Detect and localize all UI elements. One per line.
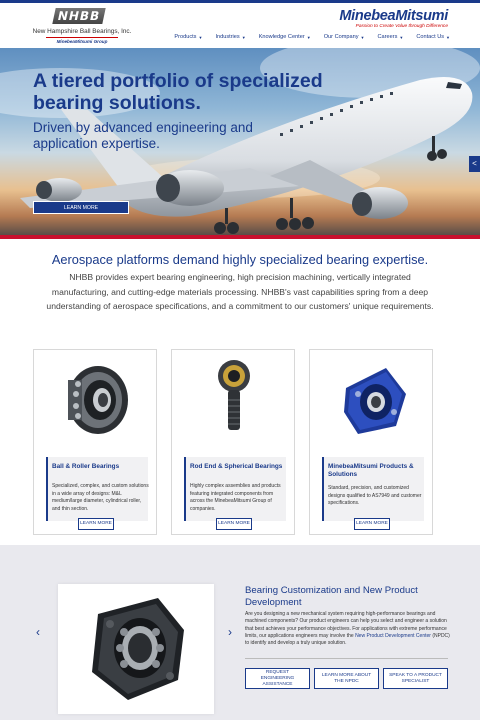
- body-text: Are you designing a new mechanical system requiring high-performance bearings and machined components? Our product engineers can help you select and engineer a solution that best achieves your performance objectives. For applications with extreme performance limits, our applications engineers may involve the: [245, 611, 447, 639]
- group-line: MinebeaMitsumi Group: [46, 37, 118, 44]
- main-nav: [174, 34, 450, 40]
- section-divider: [245, 658, 448, 659]
- card-info-panel: [46, 457, 148, 521]
- nhbb-logo-mark: NHBB: [52, 8, 105, 24]
- chevron-down-icon: ▼: [306, 34, 311, 40]
- brand-tagline: Passion to Create Value through Difference: [355, 24, 448, 29]
- card-description: Specialized, complex, and custom solutions in a wide array of designs: M&L medium/large diameter, cylindrical roller, and thin section.: [52, 483, 149, 512]
- card-info-panel: [322, 457, 424, 521]
- request-engineering-assistance-button[interactable]: REQUEST ENGINEERING ASSISTANCE: [245, 668, 310, 689]
- company-name: New Hampshire Ball Bearings, Inc.: [32, 28, 132, 35]
- learn-more-npdc-button[interactable]: LEARN MORE ABOUT THE NPDC: [314, 668, 379, 689]
- nav-industries[interactable]: [215, 34, 245, 40]
- nav-label: Industries: [215, 34, 240, 40]
- header-top-line: [0, 0, 480, 3]
- card-learn-more-button[interactable]: LEARN MORE: [216, 518, 252, 530]
- chevron-down-icon: ▼: [360, 34, 365, 40]
- hero-subtitle: Driven by advanced engineering and application expertise.: [33, 120, 253, 151]
- nav-careers[interactable]: [377, 34, 403, 40]
- body-text: (NPDC) to identify and develop a truly unique solution.: [245, 632, 450, 647]
- chevron-down-icon: ▼: [399, 34, 404, 40]
- nav-label: Our Company: [323, 34, 359, 40]
- card-minebeamitsumi-products[interactable]: [309, 349, 433, 535]
- hero-title: A tiered portfolio of specialized bearing solutions.: [33, 70, 323, 114]
- card-description: Highly complex assemblies and products featuring integrated components from across the MinebeaMitsumi Group of companies.: [190, 483, 281, 512]
- carousel-prev-arrow[interactable]: ‹: [36, 625, 40, 639]
- minebeamitsumi-logo[interactable]: MinebeaMitsumi: [339, 8, 448, 24]
- card-learn-more-button[interactable]: LEARN MORE: [354, 518, 390, 530]
- site-header: [0, 0, 480, 48]
- nav-products[interactable]: [174, 34, 202, 40]
- nav-label: Knowledge Center: [258, 34, 305, 40]
- customization-body: [245, 611, 450, 647]
- card-title[interactable]: Ball & Roller Bearings: [52, 463, 120, 470]
- nav-our-company[interactable]: [324, 34, 365, 40]
- card-ball-roller-bearings[interactable]: [33, 349, 157, 535]
- side-tab-toggle[interactable]: <: [469, 156, 480, 172]
- speak-to-specialist-button[interactable]: SPEAK TO A PRODUCT SPECIALIST: [383, 668, 448, 689]
- hero-bottom-stripe: [0, 235, 480, 239]
- nav-label: Careers: [377, 34, 398, 40]
- nhbb-logo[interactable]: [32, 8, 132, 44]
- bearing-housing-image: [58, 584, 214, 714]
- nav-knowledge-center[interactable]: [259, 34, 311, 40]
- card-info-panel: [184, 457, 286, 521]
- rod-end-bearing-image: [172, 350, 296, 450]
- intro-body: NHBB provides expert bearing engineering, high precision machining, vertically integrated manufacturing, and cutting-edge materials processing. NHBB's vast capabilities spring from a deep understanding of aerospace specifications, and a commitment to our customers' unique requirements.: [46, 272, 434, 311]
- housing-bearing-image: [310, 350, 434, 450]
- carousel-image: [58, 584, 214, 714]
- intro-title: Aerospace platforms demand highly specialized bearing expertise.: [51, 252, 429, 267]
- npdc-link[interactable]: New Product Development Center: [355, 632, 431, 639]
- customization-section: [0, 545, 480, 720]
- carousel-next-arrow[interactable]: ›: [228, 625, 232, 639]
- chevron-down-icon: ▼: [446, 34, 450, 40]
- card-learn-more-button[interactable]: LEARN MORE: [78, 518, 114, 530]
- nav-contact-us[interactable]: [416, 34, 450, 40]
- hero-learn-more-button[interactable]: LEARN MORE: [33, 201, 129, 214]
- card-title[interactable]: Rod End & Spherical Bearings: [190, 463, 283, 470]
- customization-title: Bearing Customization and New Product Development: [245, 585, 418, 608]
- card-title[interactable]: MinebeaMitsumi Products & Solutions: [328, 463, 414, 478]
- card-rod-end-spherical[interactable]: [171, 349, 295, 535]
- chevron-down-icon: ▼: [198, 34, 203, 40]
- card-description: Standard, precision, and customized designs qualified to AS7949 and customer specifications.: [328, 485, 422, 506]
- chevron-down-icon: ▼: [241, 34, 246, 40]
- nav-label: Products: [174, 34, 197, 40]
- ball-bearing-image: [34, 350, 158, 450]
- nav-label: Contact Us: [416, 34, 445, 40]
